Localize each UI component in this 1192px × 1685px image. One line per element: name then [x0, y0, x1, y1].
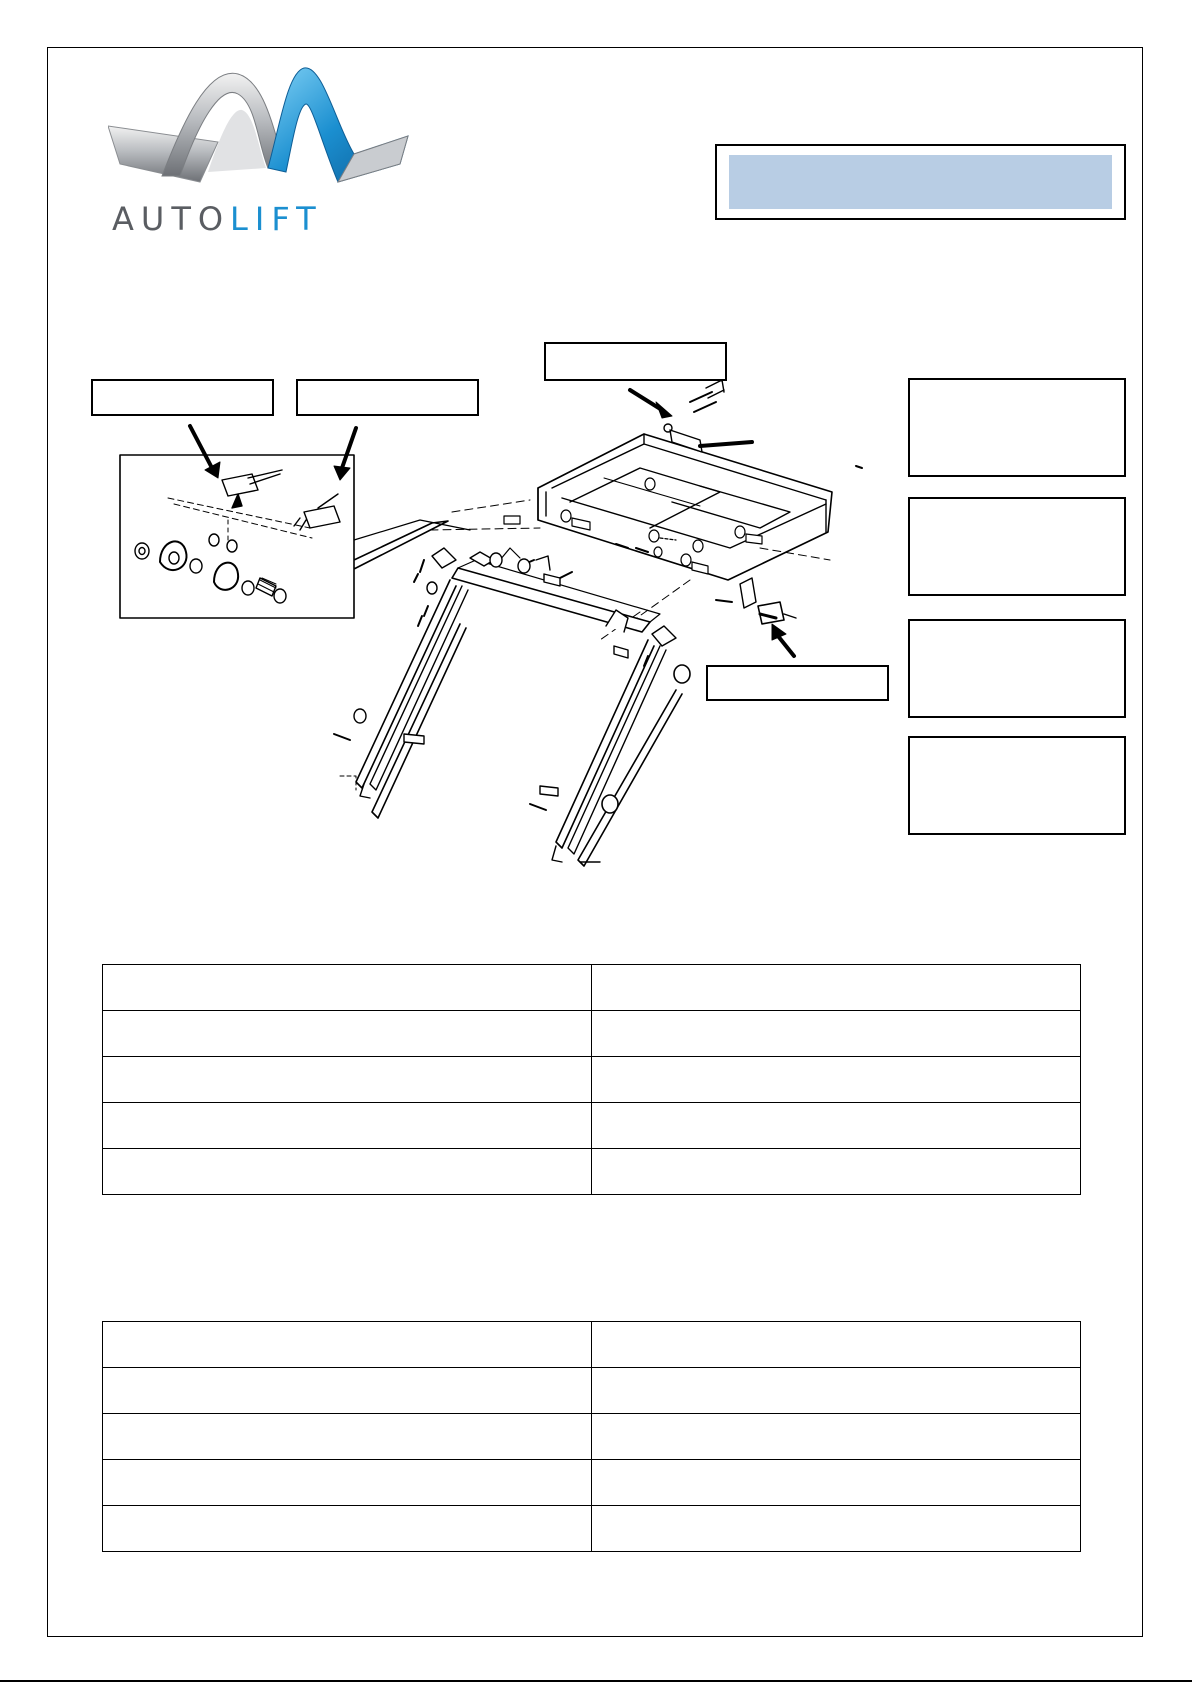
side-box-1: [908, 378, 1126, 477]
table-cell: [103, 1322, 592, 1368]
table-row: [103, 1506, 1081, 1552]
table-cell: [103, 1149, 592, 1195]
table-cell: [592, 1368, 1081, 1414]
table-cell: [592, 1322, 1081, 1368]
table-cell: [592, 1011, 1081, 1057]
table-cell: [103, 1414, 592, 1460]
parts-table-1: [102, 964, 1081, 1195]
title-box-fill: [729, 155, 1112, 209]
table-row: [103, 1011, 1081, 1057]
table-row: [103, 1057, 1081, 1103]
table-cell: [103, 1103, 592, 1149]
table-cell: [103, 1460, 592, 1506]
table-cell: [103, 1368, 592, 1414]
autolift-wordmark: [112, 200, 323, 238]
parts-table-2: [102, 1321, 1081, 1552]
table-cell: [592, 1103, 1081, 1149]
bottom-rule: [0, 1680, 1192, 1682]
label-box-right-bottom: [706, 665, 889, 701]
table-cell: [103, 1506, 592, 1552]
table-row: [103, 1322, 1081, 1368]
table-row: [103, 1460, 1081, 1506]
side-box-2: [908, 497, 1126, 596]
table-row: [103, 1414, 1081, 1460]
label-box-top-center: [544, 342, 727, 381]
table-cell: [103, 965, 592, 1011]
table-cell: [592, 1460, 1081, 1506]
table-cell: [592, 1414, 1081, 1460]
autolift-logo-mark-icon: [108, 64, 428, 204]
table-cell: [592, 1506, 1081, 1552]
table-cell: [103, 1011, 592, 1057]
table-cell: [592, 1149, 1081, 1195]
table-cell: [592, 1057, 1081, 1103]
label-box-left-2: [296, 379, 479, 416]
autolift-logo: [108, 64, 428, 238]
table-cell: [103, 1057, 592, 1103]
table-row: [103, 1103, 1081, 1149]
table-row: [103, 1368, 1081, 1414]
wordmark-lift: LIFT: [230, 200, 323, 238]
side-box-3: [908, 619, 1126, 718]
side-box-4: [908, 736, 1126, 835]
table-row: [103, 965, 1081, 1011]
table-row: [103, 1149, 1081, 1195]
wordmark-auto: AUTO: [112, 200, 231, 238]
table-cell: [592, 965, 1081, 1011]
label-box-left-1: [91, 379, 274, 416]
title-box: [715, 144, 1126, 220]
